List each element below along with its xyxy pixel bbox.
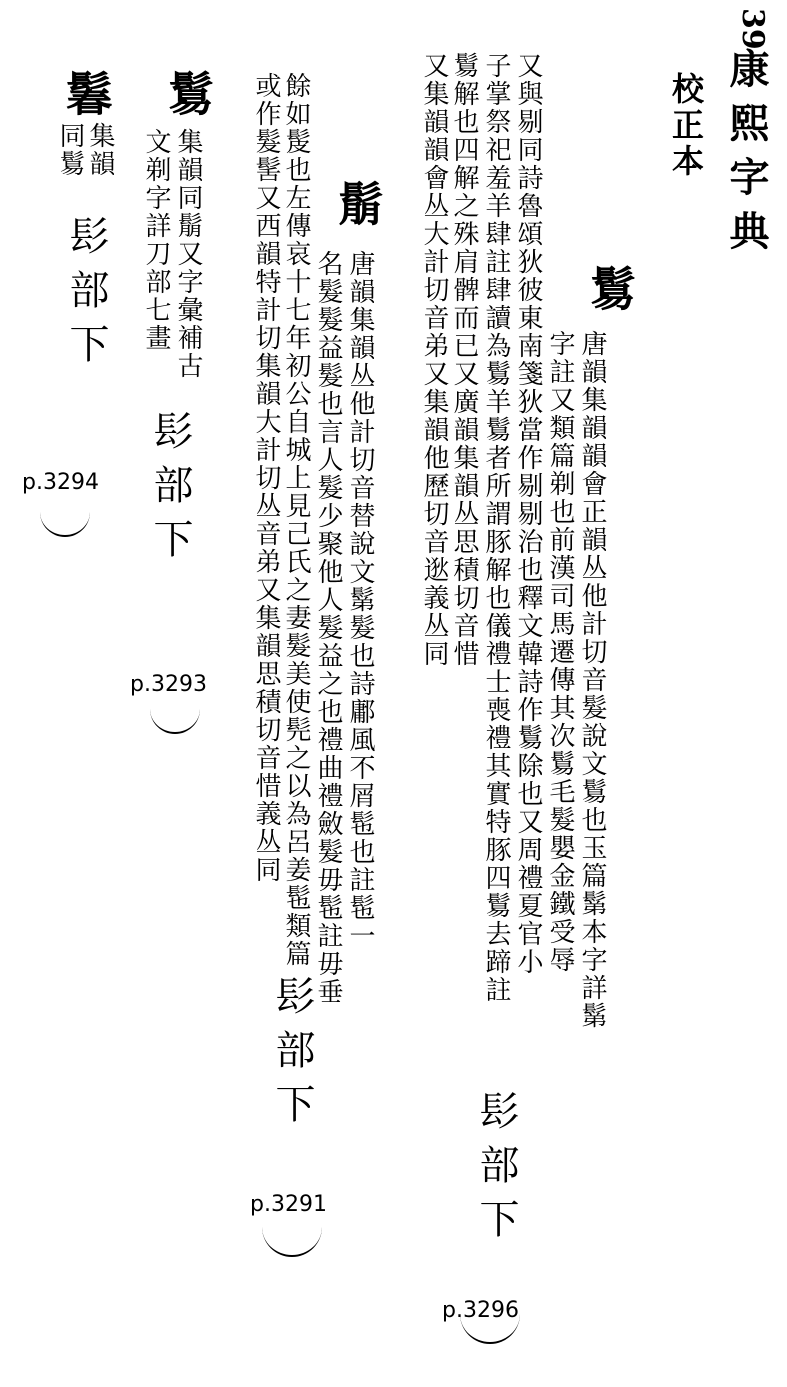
entry-line: 又與剔同詩魯頌狄彼東南箋狄當作剔剔治也釋文韓詩作鬄除也又周禮夏官小 [513, 52, 543, 976]
entry-headword: 鬅 [331, 180, 385, 228]
handwritten-mark [460, 1312, 520, 1344]
entry-headword: 鬊 [59, 70, 113, 118]
entry-line: 子掌祭祀羞羊肆註肆讀為鬄羊鬄者所謂豚解也儀禮士喪禮其實特豚四鬄去蹄註 [481, 52, 511, 1004]
page-title: 康熙字典 [723, 48, 770, 264]
entry-line: 唐韻集韻韻會正韻丛他計切音髮說文鬄也玉篇鬀本字詳鬀 [577, 330, 607, 1030]
handwritten-page-ref: p.3296 [442, 1298, 519, 1323]
page-subtitle: 校正本 [667, 72, 705, 180]
handwritten-mark [262, 1225, 322, 1257]
handwritten-page-ref: p.3294 [22, 470, 99, 495]
entry-line: 文剃字詳刀部七畫 [141, 128, 171, 352]
handwritten-radical-note: 髟部下 [63, 215, 109, 377]
entry-line: 餘如髲也左傳哀十七年初公自城上見己氏之妻髮美使髡之以為呂姜髢類篇 [281, 72, 311, 968]
handwritten-radical-note: 髟部下 [147, 410, 193, 572]
page-number: 39 [735, 8, 770, 50]
handwritten-radical-note: 髟部下 [473, 1090, 519, 1252]
entry-line: 鬄解也四解之殊肩髀而已又廣韻集韻丛思積切音惜 [449, 52, 479, 668]
handwritten-radical-note: 髟部下 [269, 975, 315, 1137]
entry-line: 或作髮髺又西韻特計切集韻大計切丛音弟又集韻思積切音惜義丛同 [251, 72, 281, 884]
entry-headword: 鬄 [583, 265, 637, 313]
entry-line: 唐韻集韻丛他計切音替說文鬀髮也詩鄘風不屑髢也註髢一 [345, 250, 375, 950]
entry-line: 同鬄 [55, 122, 85, 178]
handwritten-page-ref: p.3291 [250, 1192, 327, 1217]
entry-line: 集韻 [85, 122, 115, 178]
entry-line: 又集韻韻會丛大計切音弟又集韻他歷切音逖義丛同 [419, 52, 449, 668]
entry-line: 字註又類篇剃也前漢司馬遷傳其次鬄毛髮嬰金鐵受辱 [545, 330, 575, 974]
handwritten-mark [150, 702, 200, 734]
entry-headword: 鬄 [161, 70, 215, 118]
entry-line: 集韻同鬅又字彙補古 [173, 128, 203, 380]
handwritten-mark [40, 505, 90, 537]
entry-line: 名髮髮益髮也言人髮少聚他人髮益之也禮曲禮斂髮毋髢註毋垂 [313, 250, 343, 1006]
handwritten-page-ref: p.3293 [130, 672, 207, 697]
